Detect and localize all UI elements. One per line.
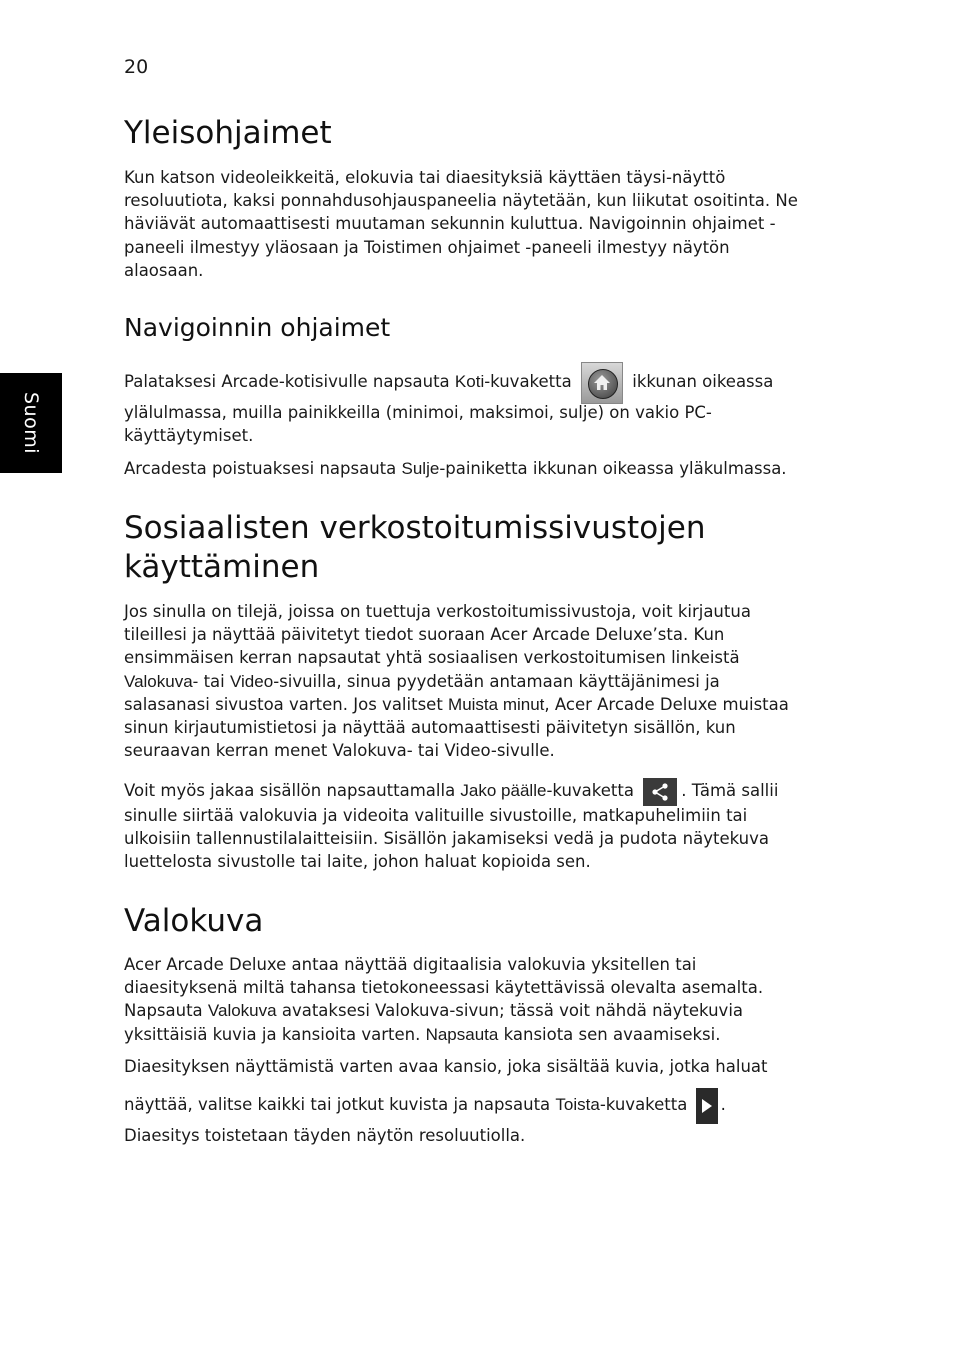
page-number: 20 (124, 56, 149, 78)
ui-term-sulje: Sulje (401, 459, 440, 478)
paragraph-diaesitys-line2: näyttää, valitse kaikki tai jotkut kuvista ja napsauta Toista-kuvaketta . (124, 1086, 726, 1124)
side-tab-label: Suomi (20, 391, 43, 455)
ui-term-valokuva-link: Valokuva (207, 1001, 277, 1021)
paragraph-koti-line1: Palataksesi Arcade-kotisivulle napsauta Koti-kuvaketta ikkunan oikeassa (124, 361, 773, 404)
share-icon (643, 778, 677, 806)
ui-term-koti: Koti (454, 372, 485, 391)
ui-term-muista-minut: Muista minut (448, 694, 545, 714)
paragraph-jako-line1: Voit myös jakaa sisällön napsauttamalla Jako päälle-kuvaketta . Tämä sallii (124, 776, 778, 806)
heading-valokuva: Valokuva (124, 903, 264, 939)
ui-term-jako-paalle: Jako päälle (460, 781, 547, 800)
paragraph-diaesitys-line3: Diaesitys toistetaan täyden näytön resoluutiolla. (124, 1126, 526, 1145)
paragraph-diaesitys-line1: Diaesityksen näyttämistä varten avaa kansio, joka sisältää kuvia, jotka haluat (124, 1057, 768, 1076)
paragraph-verkostot: Jos sinulla on tilejä, joissa on tuettuja verkostoitumissivustoja, voit kirjautua tileillesi ja näyttää päivitetyt tiedot suoraan Acer Arcade Deluxe’sta. Kun ensimmäisen kerran napsautat yhtä sosiaalisen verkostoitumisen linkeistä Valokuva- tai Video-sivuilla, sinua pyydetään antamaan käyttäjänimesi ja salasanasi sivustoa varten. Jos valitset Muista minut, Acer Arcade Deluxe muistaa sinun kirjautumistietosi ja näyttää automaattisesti päivitetyn sisällön, kun seuraavan kerran menet Valokuva- tai Video-sivulle. (124, 602, 789, 761)
play-icon (696, 1088, 718, 1124)
paragraph-valokuva: Acer Arcade Deluxe antaa näyttää digitaalisia valokuvia yksitellen tai diaesityksenä miltä tahansa tietokoneessasi käytettävissä olevalta asemalta. Napsauta Valokuva avataksesi Valokuva-sivun; tässä voit nähdä näytekuvia yksittäisiä kuvia ja kansioita varten. Napsauta kansiota sen avaamiseksi. (124, 955, 764, 1044)
paragraph-jako-rest: sinulle siirtää valokuvia ja videoita valituille sivustoille, matkapuhelimiin tai ulkoisiin tallennustilalaitteisiin. Sisällön jakamiseksi vedä ja pudota näytekuva luettelosta sivustolle tai laite, johon haluat kopioida sen. (124, 806, 769, 872)
heading-navigoinnin-ohjaimet: Navigoinnin ohjaimet (124, 313, 391, 342)
ui-term-valokuva: Valokuva- (124, 671, 199, 691)
ui-term-toista: Toista (555, 1095, 600, 1114)
paragraph-sulje: Arcadesta poistuaksesi napsauta Sulje-painiketta ikkunan oikeassa yläkulmassa. (124, 459, 787, 478)
paragraph-koti-rest: ylälulmassa, muilla painikkeilla (minimoi, maksimoi, sulje) on vakio PC-käyttäytymiset. (124, 403, 712, 446)
home-icon (581, 362, 623, 404)
language-side-tab (0, 373, 62, 473)
ui-term-napsauta: Napsauta (425, 1024, 499, 1044)
paragraph-yleisohjaimet: Kun katson videoleikkeitä, elokuvia tai diaesityksiä käyttäen täysi-näyttö resoluutiota, kaksi ponnahdusohjauspaneelia näytetään, kun liikutat osoitinta. Ne häviävät automaattisesti muutaman sekunnin kuluttua. Navigoinnin ohjaimet -paneeli ilmestyy yläosaan ja Toistimen ohjaimet -paneeli ilmestyy näytön alaosaan. (124, 168, 798, 280)
ui-term-video: Video (230, 671, 274, 691)
heading-sosiaalisten-verkostojen: Sosiaalisten verkostoitumissivustojen käyttäminen (124, 510, 706, 585)
heading-yleisohjaimet: Yleisohjaimet (124, 115, 332, 151)
